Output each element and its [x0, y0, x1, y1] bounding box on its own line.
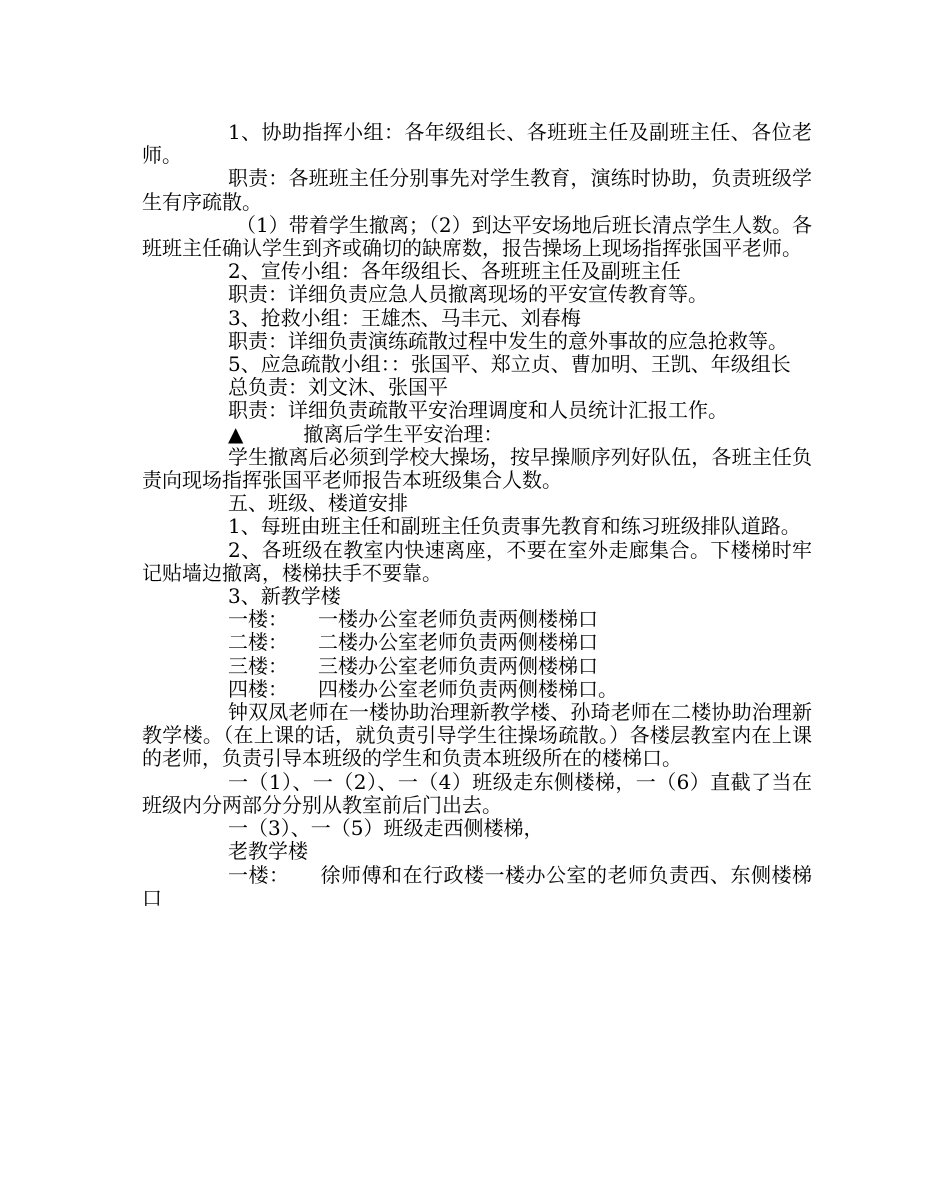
paragraph-coordination-duty: 职责：各班班主任分别事先对学生教育，演练时协助，负责班级学生有序疏散。 — [142, 166, 812, 214]
paragraph-coordination-steps: （1）带着学生撤离；（2）到达平安场地后班长清点学生人数。各班班主任确认学生到齐或确切的缺席数，报告操场上现场指挥张国平老师。 — [142, 212, 812, 261]
paragraph-new-building-heading: 3、新教学楼 — [228, 584, 341, 609]
paragraph-east-stairs: 一（1）、一（2）、一（4）班级走东侧楼梯，一（6）直截了当在班级内分两部分分别从教室前后门出去。 — [142, 769, 812, 817]
paragraph-class-route-practice: 1、每班由班主任和副班主任负责事先教育和练习班级排队道路。 — [228, 514, 801, 539]
paragraph-teacher-assignments: 钟双凤老师在一楼协助治理新教学楼、孙琦老师在二楼协助治理新教学楼。（在上课的话，就负责引导学生往操场疏散。）各楼层教室内在上课的老师，负责引导本班级的学生和负责本班级所在的楼梯口。 — [142, 700, 812, 771]
paragraph-rescue-group: 3、抢救小组：王雄杰、马丰元、刘春梅 — [228, 305, 581, 330]
paragraph-evacuation-group: 5、应急疏散小组：：张国平、郑立贞、曹加明、王凯、年级组长 — [228, 352, 791, 377]
paragraph-evacuation-duty: 职责：详细负责疏散平安治理调度和人员统计汇报工作。 — [228, 398, 728, 423]
paragraph-old-floor-1: 一楼： 徐师傅和在行政楼一楼办公室的老师负责西、东侧楼梯口 — [142, 862, 812, 910]
paragraph-new-floor-2: 二楼： 二楼办公室老师负责两侧楼梯口 — [228, 630, 598, 655]
paragraph-new-floor-4: 四楼： 四楼办公室老师负责两侧楼梯口。 — [228, 676, 618, 701]
paragraph-post-evacuation-heading: ▲ 撤离后学生平安治理： — [228, 421, 504, 446]
paragraph-evacuation-leader: 总负责：刘文沐、张国平 — [228, 375, 448, 400]
paragraph-coordination-group: 1、协助指挥小组：各年级组长、各班班主任及副班主任、各位老师。 — [142, 120, 812, 168]
paragraph-section-five-heading: 五、班级、楼道安排 — [228, 491, 408, 516]
paragraph-rescue-duty: 职责：详细负责演练疏散过程中发生的意外事故的应急抢救等。 — [228, 328, 788, 353]
paragraph-west-stairs: 一（3）、一（5）班级走西侧楼梯， — [228, 816, 544, 841]
paragraph-publicity-duty: 职责：详细负责应急人员撤离现场的平安宣传教育等。 — [228, 282, 708, 307]
paragraph-old-building-heading: 老教学楼 — [228, 839, 308, 864]
paragraph-new-floor-3: 三楼： 三楼办公室老师负责两侧楼梯口 — [228, 653, 598, 678]
paragraph-leave-classroom: 2、各班级在教室内快速离座，不要在室外走廊集合。下楼梯时牢记贴墙边撤离，楼梯扶手不要靠。 — [142, 537, 812, 585]
paragraph-new-floor-1: 一楼： 一楼办公室老师负责两侧楼梯口 — [228, 607, 598, 632]
paragraph-assembly-instructions: 学生撤离后必须到学校大操场，按早操顺序列好队伍，各班主任负责向现场指挥张国平老师报告本班级集合人数。 — [142, 444, 812, 493]
document-body — [142, 121, 812, 910]
paragraph-publicity-group: 2、宣传小组：各年级组长、各班班主任及副班主任 — [228, 259, 681, 284]
